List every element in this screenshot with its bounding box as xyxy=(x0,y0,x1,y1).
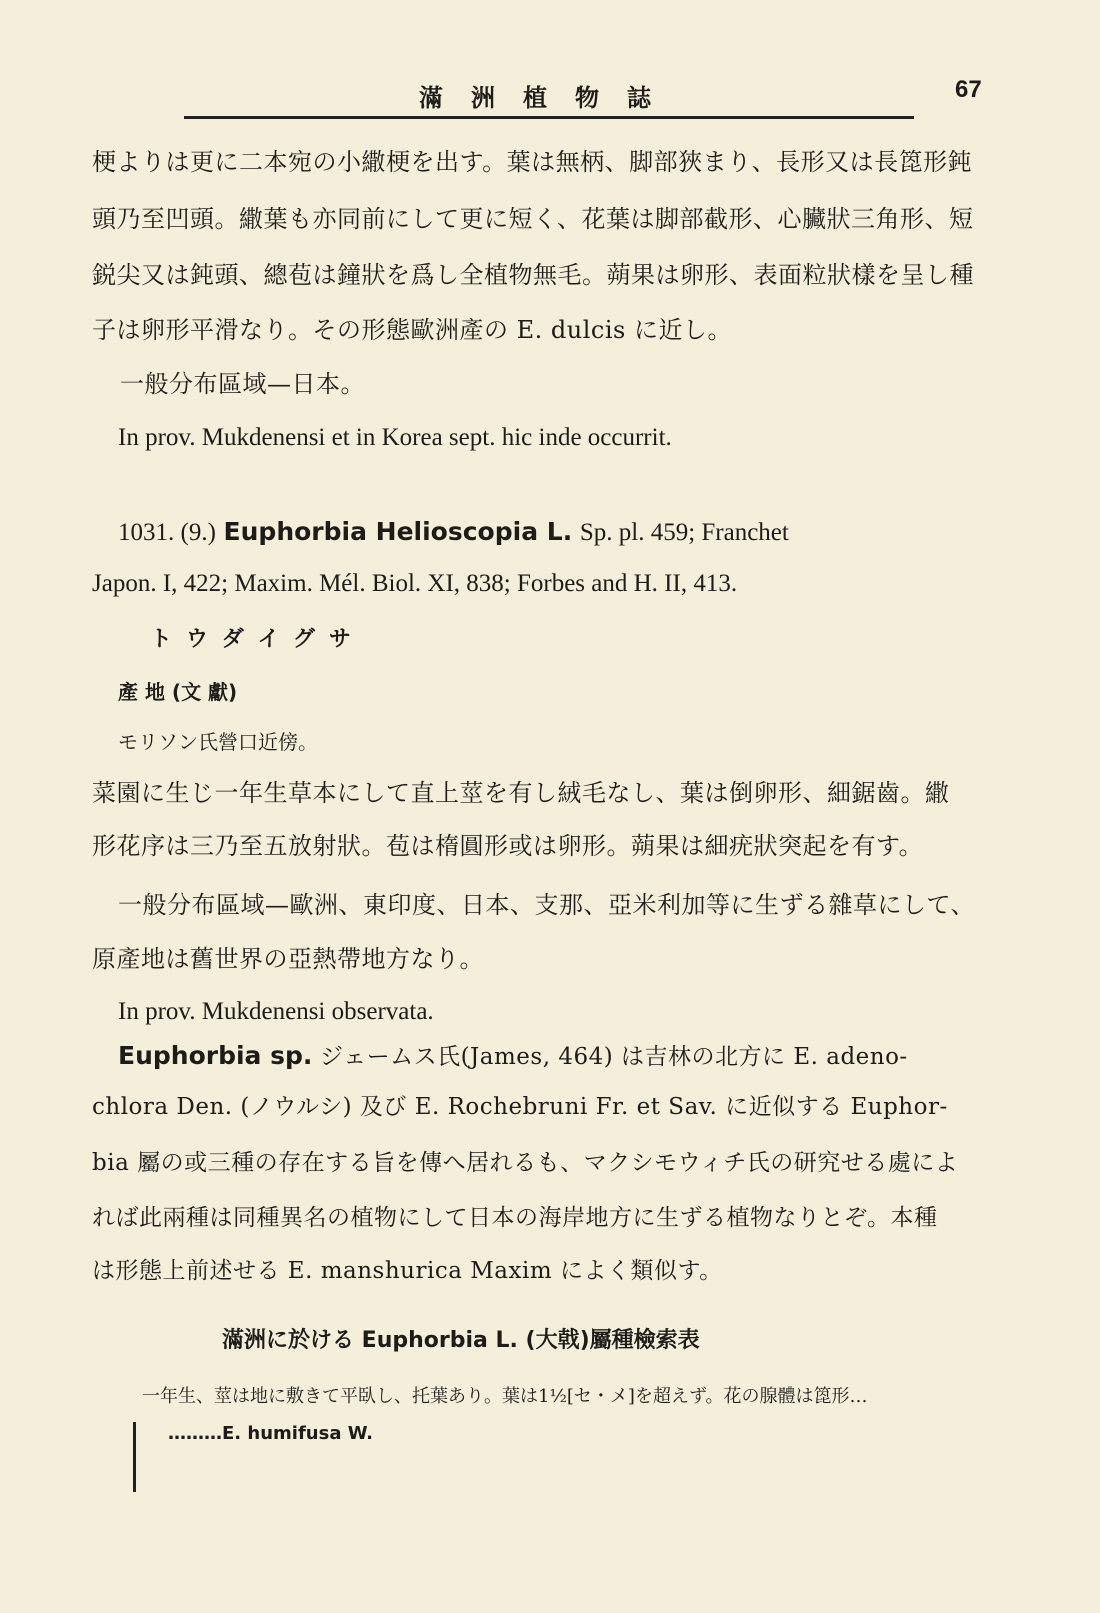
paragraph-text: ジェームス氏(James, 464) は吉林の北方に E. adeno- xyxy=(320,1044,908,1070)
latin-note: In prov. Mukdenensi observata. xyxy=(118,998,434,1025)
key-line: ………E. humifusa W. xyxy=(168,1423,373,1444)
paragraph-line: chlora Den. (ノウルシ) 及び E. Rochebruni Fr. et Sav. に近似する Euphor- xyxy=(92,1094,948,1120)
locality-text: モリソン氏營口近傍。 xyxy=(118,730,318,754)
key-line: 一年生、莖は地に敷きて平臥し、托葉あり。葉は1½[セ・メ]を超えず。花の腺體は箆形… xyxy=(142,1386,868,1407)
paragraph-line: は形態上前述せる E. manshurica Maxim によく類似す。 xyxy=(92,1258,723,1284)
page-number: 67 xyxy=(955,76,982,103)
entry-number: 1031. (9.) xyxy=(118,519,216,546)
distribution-text: 一般分布區域—日本。 xyxy=(120,370,365,398)
citation: Sp. pl. 459; Franchet xyxy=(579,519,789,546)
paragraph-line: 頭乃至凹頭。繖葉も亦同前にして更に短く、花葉は脚部截形、心臟狀三角形、短 xyxy=(92,205,974,233)
distribution-line: 原產地は舊世界の亞熱帶地方なり。 xyxy=(92,945,484,973)
description-line: 形花序は三乃至五放射狀。苞は楕圓形或は卵形。蒴果は細疣狀突起を有す。 xyxy=(92,832,924,860)
euphorbia-sp-line xyxy=(118,1040,908,1073)
paragraph-line: れば此兩種は同種異名の植物にして日本の海岸地方に生ずる植物なりとぞ。本種 xyxy=(92,1205,938,1231)
running-header xyxy=(184,72,914,119)
paragraph-line: 鋭尖又は鈍頭、總苞は鐘狀を爲し全植物無毛。蒴果は卵形、表面粒狀樣を呈し種 xyxy=(92,261,974,289)
japanese-name: トウダイグサ xyxy=(150,627,365,652)
key-title: 滿洲に於ける Euphorbia L. (大戟)屬種檢索表 xyxy=(222,1328,700,1353)
distribution-line: 一般分布區域—歐洲、東印度、日本、支那、亞米利加等に生ずる雜草にして、 xyxy=(118,891,976,919)
latin-note: In prov. Mukdenensi et in Korea sept. hic inde occurrit. xyxy=(118,424,672,451)
paragraph-line: bia 屬の或三種の存在する旨を傳へ居れるも、マクシモウィチ氏の研究せる處によ xyxy=(92,1150,959,1176)
description-line: 菜園に生じ一年生草本にして直上莖を有し絨毛なし、葉は倒卵形、細鋸齒。繖 xyxy=(92,779,950,807)
locality-heading: 產 地 (文 獻) xyxy=(118,680,238,704)
citation-continued: Japon. I, 422; Maxim. Mél. Biol. XI, 838; Forbes and H. II, 413. xyxy=(92,570,738,597)
species-heading xyxy=(118,516,789,549)
paragraph-line: 子は卵形平滑なり。その形態歐洲產の E. dulcis に近し。 xyxy=(92,316,732,344)
paragraph-line: 梗よりは更に二本宛の小繖梗を出す。葉は無柄、脚部狹まり、長形又は長箆形鈍 xyxy=(92,148,973,176)
key-brace xyxy=(133,1422,136,1492)
species-name: Euphorbia Helioscopia L. xyxy=(223,517,573,546)
header-title: 滿洲植物誌 xyxy=(419,83,679,112)
species-name: Euphorbia sp. xyxy=(118,1041,313,1070)
